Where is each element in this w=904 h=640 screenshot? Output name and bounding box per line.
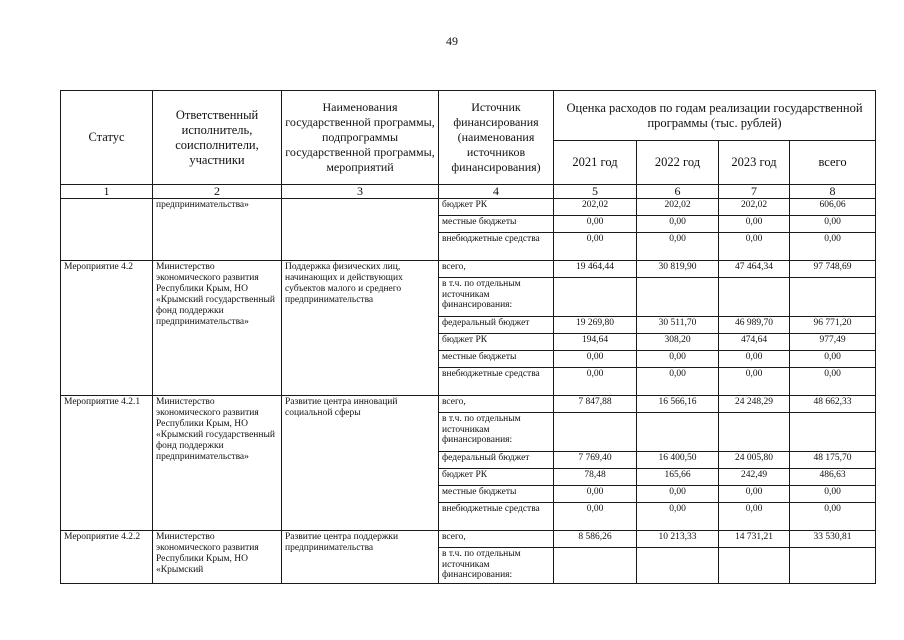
value-cell: 0,00 [790, 233, 876, 261]
value-cell [719, 413, 790, 452]
value-cell: 0,00 [790, 351, 876, 368]
name-cell [282, 199, 439, 261]
value-cell: 0,00 [637, 233, 719, 261]
value-cell [719, 548, 790, 584]
value-cell: 14 731,21 [719, 531, 790, 548]
header-executor: Ответственный исполнитель, соисполнители, участники [153, 91, 282, 185]
value-cell: 48 175,70 [790, 452, 876, 469]
source-label: федеральный бюджет [439, 452, 554, 469]
source-label: местные бюджеты [439, 486, 554, 503]
executor-cell: Министерство экономического развития Республики Крым, НО «Крымский [153, 531, 282, 584]
value-cell: 165,66 [637, 469, 719, 486]
value-cell: 0,00 [554, 351, 637, 368]
header-2022: 2022 год [637, 141, 719, 185]
header-total: всего [790, 141, 876, 185]
source-label: местные бюджеты [439, 351, 554, 368]
value-cell: 78,48 [554, 469, 637, 486]
col-number: 8 [790, 185, 876, 199]
header-2023: 2023 год [719, 141, 790, 185]
executor-cell: Министерство экономического развития Республики Крым, НО «Крымский государственный фонд поддержки предпринимательства» [153, 396, 282, 531]
value-cell: 0,00 [554, 233, 637, 261]
value-cell [790, 548, 876, 584]
header-2021: 2021 год [554, 141, 637, 185]
value-cell: 242,49 [719, 469, 790, 486]
value-cell: 16 400,50 [637, 452, 719, 469]
col-number: 1 [61, 185, 153, 199]
value-cell: 24 005,80 [719, 452, 790, 469]
status-cell: Мероприятие 4.2.1 [61, 396, 153, 531]
value-cell: 0,00 [554, 368, 637, 396]
value-cell: 0,00 [790, 368, 876, 396]
value-cell: 97 748,69 [790, 261, 876, 278]
value-cell: 0,00 [637, 368, 719, 396]
value-cell: 7 769,40 [554, 452, 637, 469]
source-label: внебюджетные средства [439, 233, 554, 261]
value-cell: 0,00 [790, 486, 876, 503]
value-cell: 0,00 [719, 351, 790, 368]
status-cell: Мероприятие 4.2.2 [61, 531, 153, 584]
value-cell: 96 771,20 [790, 317, 876, 334]
source-label: всего, [439, 261, 554, 278]
value-cell [637, 548, 719, 584]
value-cell: 19 464,44 [554, 261, 637, 278]
status-cell: Мероприятие 4.2 [61, 261, 153, 396]
table-row [61, 261, 876, 278]
value-cell: 0,00 [719, 233, 790, 261]
value-cell: 33 530,81 [790, 531, 876, 548]
table-row [61, 531, 876, 548]
header-program: Наименования государственной программы, подпрограммы государственной программы, мероприятий [282, 91, 439, 185]
col-number: 3 [282, 185, 439, 199]
source-label: внебюджетные средства [439, 503, 554, 531]
header-source: Источник финансирования (наименования источников финансирования) [439, 91, 554, 185]
value-cell: 202,02 [637, 199, 719, 216]
value-cell [637, 413, 719, 452]
value-cell: 202,02 [554, 199, 637, 216]
value-cell: 0,00 [719, 503, 790, 531]
value-cell [637, 278, 719, 317]
name-cell: Развитие центра инноваций социальной сферы [282, 396, 439, 531]
value-cell: 7 847,88 [554, 396, 637, 413]
value-cell: 0,00 [719, 368, 790, 396]
status-cell [61, 199, 153, 261]
source-label: внебюджетные средства [439, 368, 554, 396]
col-number: 5 [554, 185, 637, 199]
value-cell: 0,00 [637, 486, 719, 503]
value-cell: 0,00 [637, 216, 719, 233]
page-number: 49 [446, 34, 458, 48]
header-row-1 [61, 91, 876, 141]
executor-cell: Министерство экономического развития Республики Крым, НО «Крымский государственный фонд поддержки предпринимательства» [153, 261, 282, 396]
value-cell [719, 278, 790, 317]
executor-cell: предпринимательства» [153, 199, 282, 261]
value-cell: 19 269,80 [554, 317, 637, 334]
value-cell [790, 278, 876, 317]
value-cell: 0,00 [719, 486, 790, 503]
value-cell: 977,49 [790, 334, 876, 351]
value-cell: 46 989,70 [719, 317, 790, 334]
value-cell: 0,00 [790, 503, 876, 531]
col-number: 4 [439, 185, 554, 199]
header-estimate: Оценка расходов по годам реализации государственной программы (тыс. рублей) [554, 91, 876, 141]
value-cell: 0,00 [554, 503, 637, 531]
value-cell: 0,00 [637, 351, 719, 368]
source-label: всего, [439, 531, 554, 548]
value-cell: 16 566,16 [637, 396, 719, 413]
source-label: федеральный бюджет [439, 317, 554, 334]
value-cell: 486,63 [790, 469, 876, 486]
value-cell [554, 548, 637, 584]
source-label: бюджет РК [439, 334, 554, 351]
source-label: в т.ч. по отдельным источникам финансирования: [439, 548, 554, 584]
source-label: в т.ч. по отдельным источникам финансирования: [439, 278, 554, 317]
value-cell: 47 464,34 [719, 261, 790, 278]
value-cell: 0,00 [554, 486, 637, 503]
source-label: местные бюджеты [439, 216, 554, 233]
col-number: 2 [153, 185, 282, 199]
value-cell [554, 413, 637, 452]
value-cell: 8 586,26 [554, 531, 637, 548]
value-cell: 474,64 [719, 334, 790, 351]
col-number: 6 [637, 185, 719, 199]
value-cell: 308,20 [637, 334, 719, 351]
value-cell: 0,00 [790, 216, 876, 233]
col-number: 7 [719, 185, 790, 199]
value-cell: 0,00 [637, 503, 719, 531]
header-status: Статус [61, 91, 153, 185]
value-cell: 606,06 [790, 199, 876, 216]
value-cell: 10 213,33 [637, 531, 719, 548]
table-row [61, 396, 876, 413]
table-row [61, 199, 876, 216]
value-cell: 30 511,70 [637, 317, 719, 334]
name-cell: Поддержка физических лиц, начинающих и действующих субъектов малого и среднего предпринимательства [282, 261, 439, 396]
value-cell: 48 662,33 [790, 396, 876, 413]
value-cell: 0,00 [554, 216, 637, 233]
value-cell: 194,64 [554, 334, 637, 351]
value-cell [790, 413, 876, 452]
source-label: в т.ч. по отдельным источникам финансирования: [439, 413, 554, 452]
budget-table [60, 90, 876, 584]
value-cell: 24 248,29 [719, 396, 790, 413]
value-cell: 30 819,90 [637, 261, 719, 278]
source-label: бюджет РК [439, 469, 554, 486]
value-cell [554, 278, 637, 317]
column-numbers-row [61, 185, 876, 199]
value-cell: 202,02 [719, 199, 790, 216]
value-cell: 0,00 [719, 216, 790, 233]
name-cell: Развитие центра поддержки предпринимательства [282, 531, 439, 584]
source-label: бюджет РК [439, 199, 554, 216]
source-label: всего, [439, 396, 554, 413]
